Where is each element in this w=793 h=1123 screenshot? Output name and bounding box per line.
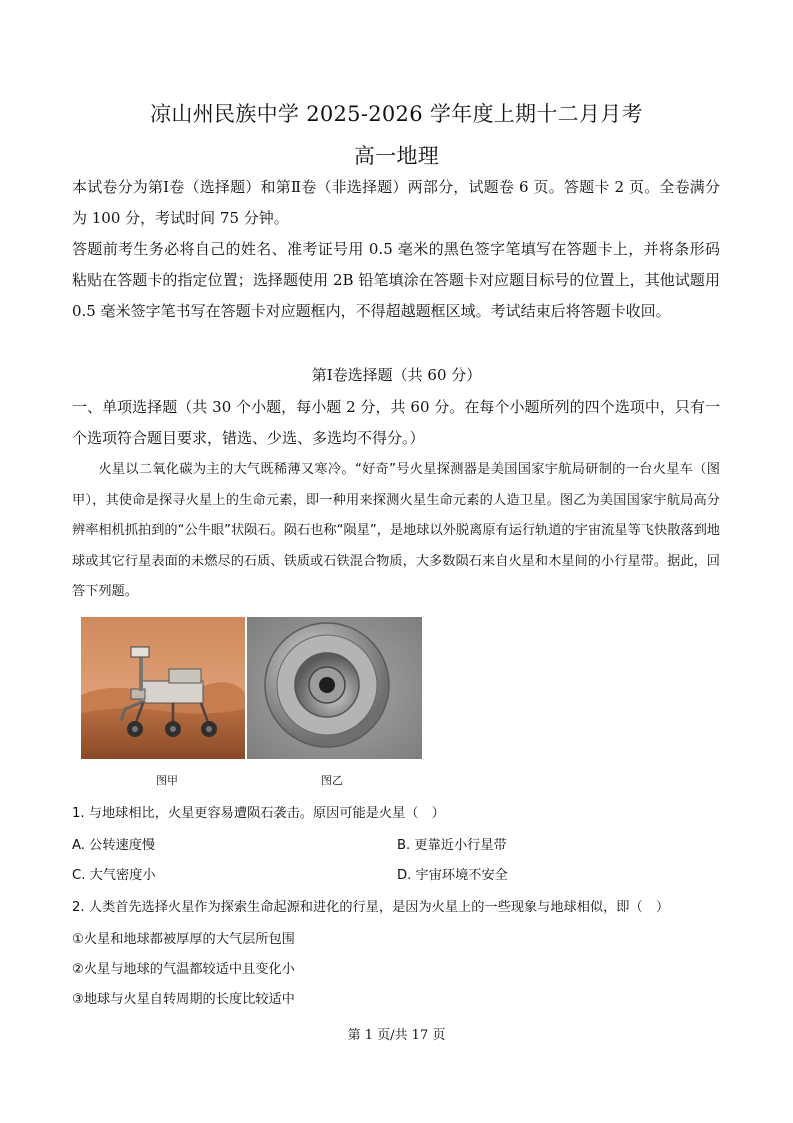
part-title: 一、单项选择题（共 30 个小题，每小题 2 分，共 60 分。在每个小题所列的四个选项中，只有一个选项符合题目要求，错选、少选、多选均不得分。） (72, 398, 720, 447)
question-1-stem: 1. 与地球相比，火星更容易遭陨石袭击。原因可能是火星（ ） (72, 806, 445, 821)
mars-rover-image (81, 617, 245, 759)
instruction-paragraph-1: 本试卷分为第Ⅰ卷（选择题）和第Ⅱ卷（非选择题）两部分，试题卷 6 页。答题卡 2 页。全卷满分为 100 分，考试时间 75 分钟。 (72, 178, 720, 227)
question-1-option-a[interactable]: A. 公转速度慢 (72, 838, 156, 853)
exam-subject: 高一地理 (353, 144, 440, 168)
question-2-item-1: ①火星和地球都被厚厚的大气层所包围 (72, 932, 295, 947)
reading-passage: 火星以二氧化碳为主的大气既稀薄又寒冷。“好奇”号火星探测器是美国国家宇航局研制的一台火星车（图甲），其使命是探寻火星上的生命元素，即一种用来探测火星生命元素的人造卫星。图乙为美国国家宇航局高分辨率相机抓拍到的“公牛眼”状陨石。陨石也称“陨星”，是地球以外脱离原有运行轨道的宇宙流星等飞快散落到地球或其它行星表面的未燃尽的石质、铁质或石铁混合物质，大多数陨石来自火星和木星间的小行星带。据此，回答下列题。 (72, 462, 720, 599)
crater-image (247, 617, 422, 759)
figure-a-caption: 图甲 (156, 774, 178, 787)
question-1-option-c[interactable]: C. 大气密度小 (72, 868, 156, 883)
question-1-option-b[interactable]: B. 更靠近小行星带 (397, 838, 507, 853)
question-2-item-3: ③地球与火星自转周期的长度比较适中 (72, 992, 295, 1007)
section-heading: 第Ⅰ卷选择题（共 60 分） (311, 366, 482, 384)
question-2-stem: 2. 人类首先选择火星作为探索生命起源和进化的行星，是因为火星上的一些现象与地球相似，即（ ） (72, 900, 670, 915)
page-number: 第 1 页/共 17 页 (347, 1028, 446, 1043)
question-1-option-d[interactable]: D. 宇宙环境不安全 (397, 868, 508, 883)
question-2-item-2: ②火星与地球的气温都较适中且变化小 (72, 962, 295, 977)
instruction-paragraph-2: 答题前考生务必将自己的姓名、准考证号用 0.5 毫米的黑色签字笔填写在答题卡上，并将条形码粘贴在答题卡的指定位置；选择题使用 2B 铅笔填涂在答题卡对应题目标号的位置上，其他试题用 0.5 毫米签字笔书写在答题卡对应题框内，不得超越题框区域。考试结束后将答题卡收回。 (72, 240, 720, 320)
figure-b-caption: 图乙 (321, 774, 343, 787)
exam-title: 凉山州民族中学 2025-2026 学年度上期十二月月考 (150, 102, 643, 126)
